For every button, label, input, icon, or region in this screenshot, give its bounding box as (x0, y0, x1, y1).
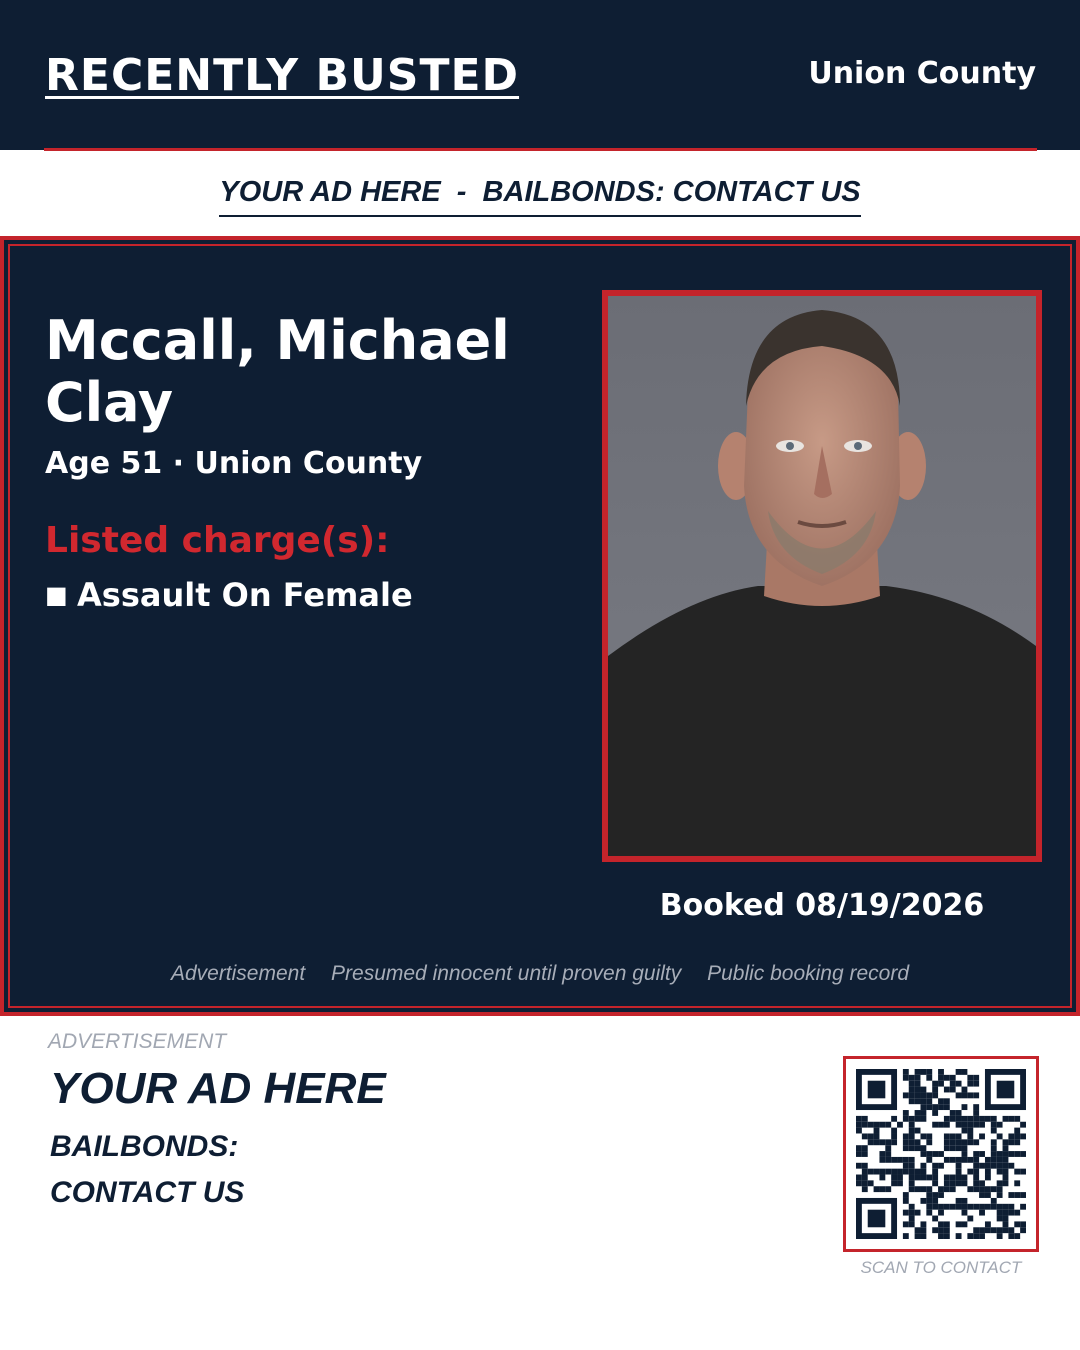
person-meta: Age 51 · Union County (45, 446, 423, 481)
mugshot-photo (602, 290, 1042, 862)
disclaimer-advertisement: Advertisement (170, 962, 306, 985)
top-ad-text[interactable]: YOUR AD HERE - BAILBONDS: CONTACT US (219, 176, 860, 217)
top-ad-banner[interactable] (0, 152, 1080, 236)
advertisement-title[interactable]: YOUR AD HERE (50, 1064, 386, 1113)
charge-text: Assault On Female (77, 576, 413, 614)
charges-heading: Listed charge(s): (45, 520, 390, 561)
disclaimer-row (0, 962, 1080, 986)
advertisement-line-2[interactable]: CONTACT US (50, 1176, 245, 1209)
brand-title: RECENTLY BUSTED (45, 50, 520, 101)
person-name: Mccall, Michael Clay (45, 309, 510, 434)
county-label: Union County (808, 56, 1036, 91)
advertisement-label: ADVERTISEMENT (48, 1030, 227, 1053)
bullet-icon: ■ (45, 581, 68, 609)
header-divider (44, 148, 1037, 151)
advertisement-line-1[interactable]: BAILBONDS: (50, 1130, 239, 1163)
mugshot-illustration (608, 296, 1036, 856)
qr-code-icon[interactable] (856, 1069, 1026, 1239)
booked-date: Booked 08/19/2026 (659, 888, 985, 923)
header-bar (0, 0, 1080, 150)
charge-item (45, 576, 413, 614)
qr-caption: SCAN TO CONTACT (860, 1258, 1022, 1277)
disclaimer-presumed-innocent: Presumed innocent until proven guilty (331, 962, 682, 985)
disclaimer-public-record: Public booking record (707, 962, 910, 985)
charge-list (45, 576, 413, 614)
qr-code[interactable] (843, 1056, 1039, 1252)
